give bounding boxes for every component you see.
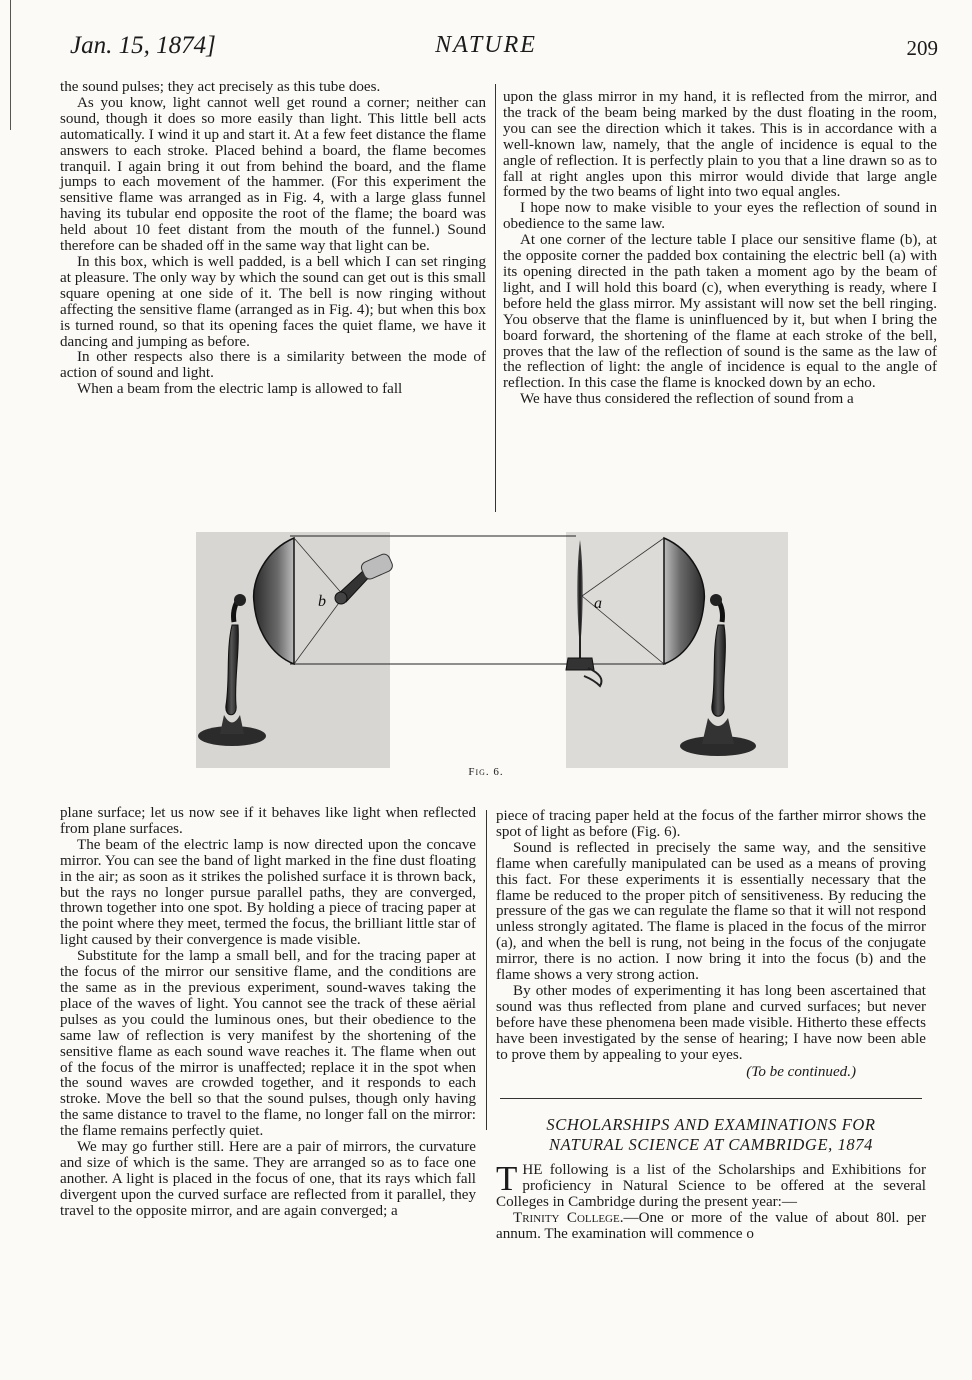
paragraph: plane surface; let us now see if it behaves like light when reflected from plane surfaces. <box>60 805 476 837</box>
paragraph: Substitute for the lamp a small bell, and for the tracing paper at the focus of the mirror our sensitive flame, and the conditions are the same as in the previous experiment, sound-waves taking the place of the waves of light. You cannot see the track of these aërial pulses as you could the luminous ones, but their obedience to the same law of reflection is very manifest by the shortening of the sensitive flame as each sound wave reaches it. The flame when out of the focus of the mirror is unaffected; replace it in the spot when the sound waves are crowded together, and it responds to each stroke. Move the bell so that the sound pulses, though only having the same distance to travel to the flame, no longer fall on the mirror: the flame remains perfectly quiet. <box>60 948 476 1140</box>
paragraph: I hope now to make visible to your eyes the reflection of sound in obedience to the same law. <box>503 200 937 233</box>
column-upper-left <box>60 80 486 398</box>
paragraph: When a beam from the electric lamp is allowed to fall <box>77 381 403 398</box>
page-edge-mark <box>10 0 11 130</box>
paragraph: The beam of the electric lamp is now directed upon the concave mirror. You can see the band of light marked in the fine dust floating in the air; as soon as it strikes the polished surface it is thrown back, but the rays no longer pursue parallel paths, they are converged, thrown together into one spot. By holding a piece of tracing paper at the point where they meet, termed the focus, the brilliant little star of light caused by their convergence is made visible. <box>60 836 476 949</box>
drop-cap: T <box>496 1159 518 1199</box>
header-date: Jan. 15, 1874] <box>70 32 216 59</box>
figure-label-a: a <box>594 595 602 612</box>
page-number: 209 <box>906 36 938 60</box>
page-header <box>30 32 942 62</box>
paragraph: As you know, light cannot well get round a corner; neither can sound, though it does so more easily than light. This little bell acts automatically. I wind it up and start it. At a few feet distance the flame answers to each stroke. Placed behind a board, the flame becomes tranquil. I again bring it out from behind the board, and the flame jumps to each movement of the hammer. (For this experiment the sensitive flame was arranged as in Fig. 4, with a large glass funnel having its tubular end opposite the root of the flame; the board was held about 10 feet distant from the mouth of the funnel.) Sound therefore can be shaded off in the same way that light can be. <box>60 94 486 255</box>
column-lower-right <box>496 809 926 1243</box>
column-rule <box>486 810 487 1130</box>
section-paragraph <box>496 1159 926 1211</box>
college-name: Trinity College. <box>513 1210 624 1227</box>
paragraph: Sound is reflected in precisely the same way, and the sensitive flame when carefully manipulated can be used as a means of proving this fact. For these experiments it is essentially necessary that the flame be reduced to the proper pitch of sensitiveness. By reducing the pressure of the gas we can regulate the flame so that it will not respond unless strongly agitated. The flame is placed in the focus of the mirror (a), and when the bell is rung, not being in the focus of the conjugate mirror, there is no action. I now bring it into the focus (b) and the flame shows a very strong action. <box>496 839 926 984</box>
paragraph: upon the glass mirror in my hand, it is reflected from the mirror, and the track of the beam being marked by the dust floating in the room, you can see the direction which it takes. This is in accordance with a well-known law, namely, that the angle of incidence is equal to the angle of reflection. It is perfectly plain to you that a line drawn so as to fall at right angles upon this mirror would divide that large angle formed by the two beams of light into two equal angles. <box>503 89 937 201</box>
paragraph: By other modes of experimenting it has long been ascertained that sound was thus reflected from plane and curved surfaces; but never before have these phenomena been made visible. Hitherto these effects have been investigated by the sense of hearing; I have now been able to prove them by appealing to your eyes. <box>496 982 926 1063</box>
paragraph: the sound pulses; they act precisely as this tube does. <box>60 79 381 95</box>
column-upper-right <box>503 90 937 408</box>
column-rule <box>495 84 496 512</box>
figure-caption: Fig. 6. <box>468 766 504 778</box>
section-paragraph-text: HE following is a list of the Scholarships and Exhibitions for proficiency in Natural Science to be offered at the several Colleges in Cambridge during the present year:— <box>496 1162 926 1211</box>
section-paragraph <box>496 1211 926 1243</box>
paragraph: piece of tracing paper held at the focus of the farther mirror shows the spot of light as before (Fig. 6). <box>496 808 926 840</box>
section-paragraph-text: —One or more of the value of about 80l. per annum. The examination will commence o <box>496 1210 926 1243</box>
journal-title: NATURE <box>435 32 537 58</box>
to-be-continued: (To be continued.) <box>746 1063 856 1080</box>
paragraph: We may go further still. Here are a pair of mirrors, the curvature and size of which is the same. They are arranged so as to face one another. A light is placed in the focus of one, that its rays which fall divergent upon the curved surface are reflected from it parallel, they travel to the opposite mirror, and are again converged; a <box>60 1139 476 1219</box>
paragraph: At one corner of the lecture table I place our sensitive flame (b), at the opposite corner the padded box containing the electric bell (a) with its opening directed in the path taken a moment ago by the beam of light, and I will hold this board (c), when everything is ready, where I before held the glass mirror. My assistant will now set the bell ringing. You observe that the flame is uninfluenced by it, but when I bring the board forward, the shortening of the flame at each stroke of the bell, proves that the law of the reflection of sound is the same as the law of the reflection of light: the angle of incidence is equal to the angle of reflection. In this case the flame is knocked down by an echo. <box>503 232 937 392</box>
section-title <box>496 1115 926 1155</box>
bell <box>335 592 347 604</box>
column-lower-left <box>60 806 476 1220</box>
paragraph: In this box, which is well padded, is a bell which I can set ringing at pleasure. The only way by which the sound can get out is this small square opening at one side of it. The bell is now ringing without affecting the sensitive flame (arranged as in Fig. 4); but when this box is turned round, so that its opening faces the quiet flame, we have it dancing and jumping as before. <box>60 253 486 350</box>
section-divider <box>500 1098 922 1099</box>
section-title-line: NATURAL SCIENCE AT CAMBRIDGE, 1874 <box>549 1135 873 1155</box>
paragraph: In other respects also there is a similarity between the mode of action of sound and light. <box>60 349 486 382</box>
figure-6-illustration <box>196 530 790 770</box>
figure-label-b: b <box>318 593 326 610</box>
paragraph: We have thus considered the reflection of sound from a <box>520 391 854 408</box>
section-title-line: SCHOLARSHIPS AND EXAMINATIONS FOR <box>546 1115 876 1135</box>
